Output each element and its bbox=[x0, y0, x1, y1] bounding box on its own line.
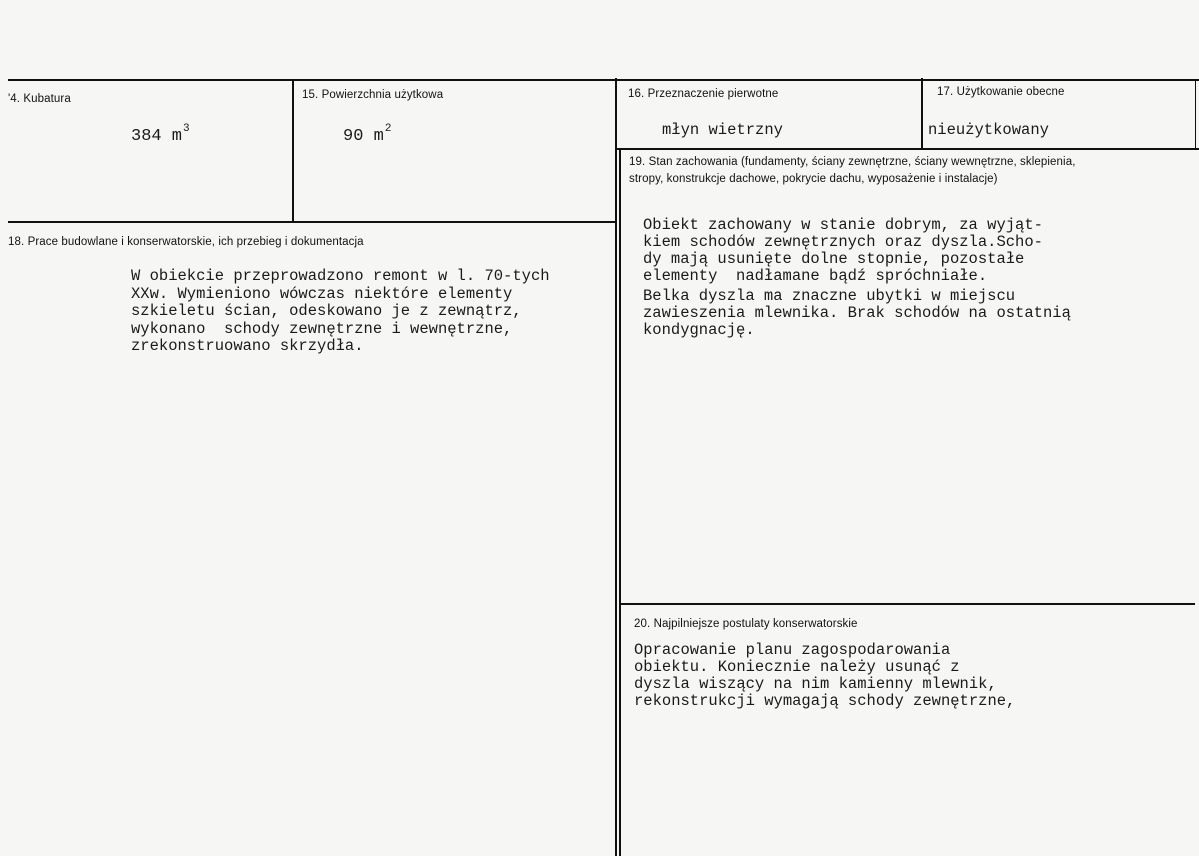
field-18-line: W obiekcie przeprowadzono remont w l. 70-tych bbox=[131, 267, 550, 285]
field-18-line: XXw. Wymieniono wówczas niektóre elementy bbox=[131, 285, 513, 303]
divider-right-inner bbox=[619, 150, 621, 856]
field-19-label-line-1: 19. Stan zachowania (fundamenty, ściany zewnętrzne, ściany wewnętrzne, sklepienia, bbox=[629, 156, 1076, 168]
field-18-line: wykonano schody zewnętrzne i wewnętrzne, bbox=[131, 320, 513, 338]
field-14-value bbox=[131, 120, 190, 146]
field-19-label-line-2: stropy, konstrukcje dachowe, pokrycie dachu, wyposażenie i instalacje) bbox=[629, 173, 998, 185]
field-19-line: kiem schodów zewnętrznych oraz dyszla.Scho- bbox=[643, 233, 1043, 251]
field-17-value: nieużytkowany bbox=[928, 121, 1049, 139]
field-20-line: dyszla wiszący na nim kamienny mlewnik, bbox=[634, 675, 997, 693]
field-15-label: 15. Powierzchnia użytkowa bbox=[302, 89, 444, 101]
field-19-line: Belka dyszla ma znaczne ubytki w miejscu bbox=[643, 287, 1016, 305]
rule-f19-f20 bbox=[619, 603, 1195, 605]
field-18-line: szkieletu ścian, odeskowano je z zewnątrz, bbox=[131, 302, 522, 320]
rule-f16-f19 bbox=[616, 148, 1199, 150]
field-15-number: 90 m bbox=[343, 127, 384, 146]
field-20-line: Opracowanie planu zagospodarowania bbox=[634, 641, 951, 659]
field-15-value bbox=[343, 120, 391, 146]
field-19-line: kondygnację. bbox=[643, 321, 755, 339]
field-15-unit-exponent: 2 bbox=[384, 123, 392, 135]
field-19-line: elementy nadłamane bądź spróchniałe. bbox=[643, 267, 988, 285]
field-16-label: 16. Przeznaczenie pierwotne bbox=[628, 88, 779, 100]
field-19-line: zawieszenia mlewnika. Brak schodów na ostatnią bbox=[643, 304, 1071, 322]
divider-f14-f15 bbox=[292, 80, 294, 222]
field-19-line: dy mają usunięte dolne stopnie, pozostałe bbox=[643, 250, 1025, 268]
field-18-label: 18. Prace budowlane i konserwatorskie, ich przebieg i dokumentacja bbox=[8, 236, 364, 248]
field-14-unit-exponent: 3 bbox=[183, 123, 190, 135]
field-20-line: rekonstrukcji wymagają schody zewnętrzne, bbox=[634, 692, 1016, 710]
field-20-line: obiektu. Koniecznie należy usunąć z bbox=[634, 658, 960, 676]
top-rule bbox=[8, 79, 1199, 81]
rule-f14-f18 bbox=[8, 221, 616, 223]
field-17-label: 17. Użytkowanie obecne bbox=[937, 86, 1065, 98]
field-18-line: zrekonstruowano skrzydła. bbox=[131, 337, 364, 355]
field-19-line: Obiekt zachowany w stanie dobrym, za wyjąt- bbox=[643, 216, 1043, 234]
right-edge bbox=[1195, 80, 1196, 150]
field-20-label: 20. Najpilniejsze postulaty konserwatorskie bbox=[634, 618, 858, 630]
field-16-value: młyn wietrzny bbox=[662, 121, 783, 139]
divider-left-right bbox=[615, 78, 617, 856]
field-14-number: 384 m bbox=[131, 127, 183, 146]
divider-f16-f17 bbox=[921, 78, 923, 148]
field-14-label: '4. Kubatura bbox=[8, 93, 71, 105]
